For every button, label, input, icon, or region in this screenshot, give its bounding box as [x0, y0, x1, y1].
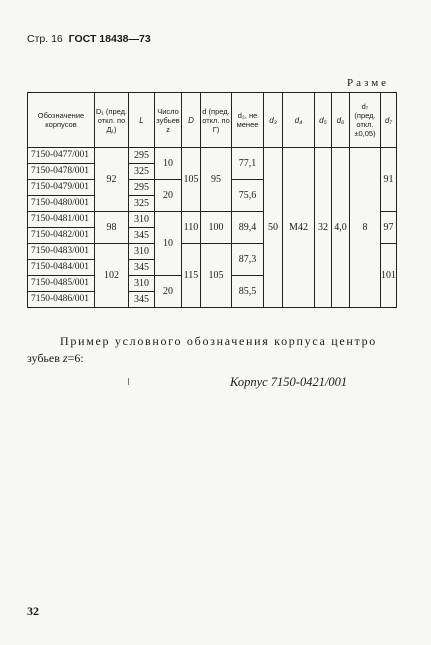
teeth-cell: 10: [155, 212, 182, 276]
d1-cell: 98: [95, 212, 129, 244]
example-suffix: =6:: [67, 351, 84, 365]
l-cell: 345: [129, 260, 155, 276]
code-cell: 7150-0486/001: [28, 292, 95, 308]
table-header-row: [28, 93, 397, 148]
d-outer-cell: 115: [182, 244, 201, 308]
code-cell: 7150-0479/001: [28, 180, 95, 196]
page-number: 32: [27, 604, 39, 618]
header-d5: d₅: [315, 93, 332, 148]
header-d6: d₆: [332, 93, 350, 148]
code-cell: 7150-0477/001: [28, 148, 95, 164]
header-designation: Обозначение корпусов: [28, 93, 95, 148]
example-prefix: зубьев: [27, 351, 63, 365]
code-cell: 7150-0480/001: [28, 196, 95, 212]
example-variable: z: [62, 351, 68, 365]
example-designation: Корпус 7150-0421/001: [230, 375, 348, 389]
d2-cell: 89,4: [232, 212, 264, 244]
header-d7: d₇ (пред. откл. ±0,05): [350, 93, 381, 148]
d4-cell: M42: [283, 148, 315, 308]
l-cell: 310: [129, 276, 155, 292]
d8-cell: 91: [381, 148, 397, 212]
page-label: Стр. 16: [27, 33, 63, 45]
d2-cell: 75,6: [232, 180, 264, 212]
code-cell: 7150-0478/001: [28, 164, 95, 180]
header-d4: d₄: [283, 93, 315, 148]
d-outer-cell: 105: [182, 148, 201, 212]
code-cell: 7150-0482/001: [28, 228, 95, 244]
dimensions-table: [27, 92, 397, 308]
header-d2: d₂, не менее: [232, 93, 264, 148]
teeth-cell: 20: [155, 180, 182, 212]
teeth-cell: 10: [155, 148, 182, 180]
d-outer-cell: 110: [182, 212, 201, 244]
d-cell: 105: [201, 244, 232, 308]
margin-tick: [128, 378, 129, 385]
d1-cell: 92: [95, 148, 129, 212]
d2-cell: 87,3: [232, 244, 264, 276]
table-caption: Разме: [347, 77, 390, 89]
l-cell: 325: [129, 164, 155, 180]
l-cell: 345: [129, 228, 155, 244]
code-cell: 7150-0481/001: [28, 212, 95, 228]
d3-cell: 50: [264, 148, 283, 308]
d-cell: 100: [201, 212, 232, 244]
code-cell: 7150-0484/001: [28, 260, 95, 276]
d7-cell: 8: [350, 148, 381, 308]
d2-cell: 77,1: [232, 148, 264, 180]
table-row: [28, 148, 397, 164]
header-d1: D₁ (пред. откл. по Д₁): [95, 93, 129, 148]
header-d8: d₇: [381, 93, 397, 148]
d5-cell: 32: [315, 148, 332, 308]
code-cell: 7150-0483/001: [28, 244, 95, 260]
header-d3: d₃: [264, 93, 283, 148]
l-cell: 310: [129, 212, 155, 228]
d6-cell: 4,0: [332, 148, 350, 308]
standard-number: ГОСТ 18438—73: [68, 33, 151, 45]
d-cell: 95: [201, 148, 232, 212]
header-d: d (пред. откл. по Г): [201, 93, 232, 148]
header-teeth: Число зубьев z: [155, 93, 182, 148]
teeth-cell: 20: [155, 276, 182, 308]
example-line: Пример условного обозначения корпуса центро: [60, 334, 377, 348]
code-cell: 7150-0485/001: [28, 276, 95, 292]
l-cell: 345: [129, 292, 155, 308]
example-line-2: [27, 351, 84, 366]
d2-cell: 85,5: [232, 276, 264, 308]
l-cell: 325: [129, 196, 155, 212]
l-cell: 310: [129, 244, 155, 260]
header-d-outer: D: [182, 93, 201, 148]
d8-cell: 97: [381, 212, 397, 244]
d1-cell: 102: [95, 244, 129, 308]
page-header: [27, 33, 151, 45]
d8-cell: 101: [381, 244, 397, 308]
l-cell: 295: [129, 148, 155, 164]
l-cell: 295: [129, 180, 155, 196]
header-l: L: [129, 93, 155, 148]
